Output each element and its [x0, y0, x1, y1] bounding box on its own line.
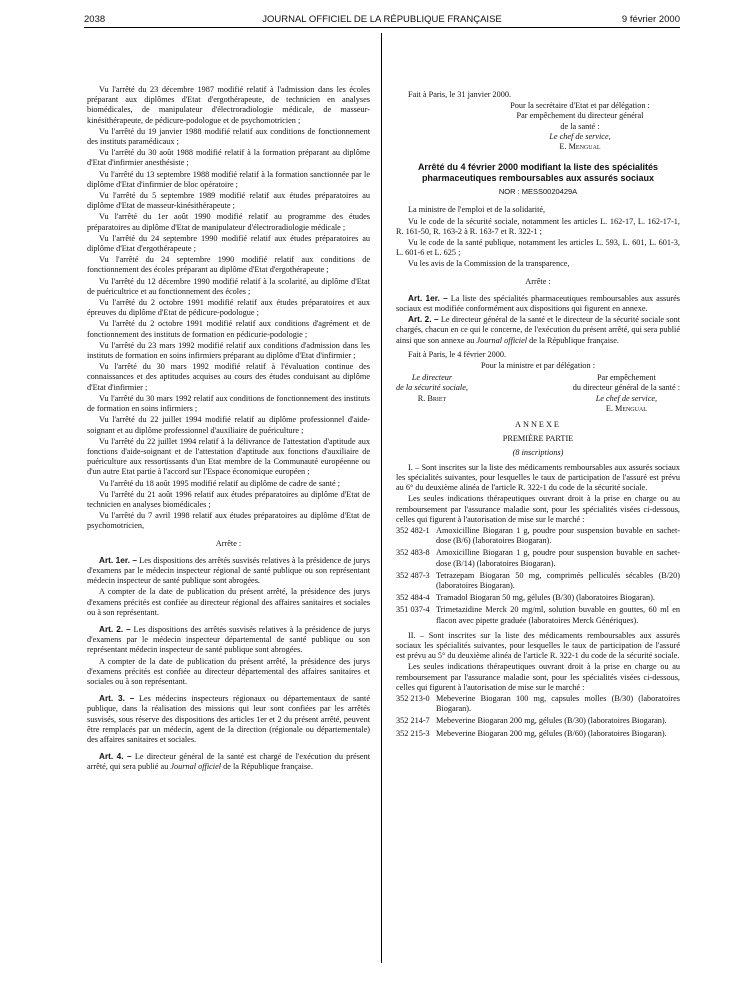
section-2-list	[396, 694, 680, 739]
specialty-description: Mebeverine Biogaran 100 mg, capsules molles (B/30) (laboratoires Biogaran).	[436, 693, 680, 714]
article-2-label: Art. 2. –	[99, 624, 131, 634]
signature-1-line-1: Pour la secrétaire d'Etat et par délégation :	[510, 101, 650, 111]
specialty-row	[396, 593, 680, 603]
article-3-text: Les médecins inspecteurs régionaux ou départementaux de santé publique, dans la réalisation des missions qui leur sont confiées par les arrêtés susvisés, sous réserve des dispositions des articles 1er et 2 du présent arrêté, peuvent être remplacés par un médecin, agent de la direction (régionale ou départementale) des affaires sanitaires et sociales.	[87, 694, 371, 744]
specialty-description: Tetrazepam Biogaran 50 mg, comprimés pelliculés sécables (B/20) (laboratoires Biogaran).	[436, 570, 680, 590]
signature-1-line-3: de la santé :	[560, 121, 600, 131]
minister: La ministre de l'emploi et de la solidarité,	[408, 205, 546, 215]
specialty-code: 352 483-8	[396, 548, 430, 558]
journal-title: JOURNAL OFFICIEL DE LA RÉPUBLIQUE FRANÇAISE	[262, 14, 502, 25]
specialty-code: 351 037-4	[396, 605, 430, 615]
visa-item: Vu l'arrêté du 19 janvier 1988 modifié relatif aux conditions de fonctionnement des instituts paramédicaux ;	[87, 126, 370, 147]
inscriptions-count: (8 inscriptions)	[512, 448, 564, 458]
signature-2-left	[396, 373, 468, 414]
arrete-title: Arrêté du 4 février 2000 modifiant la liste des spécialités pharmaceutiques remboursables aux assurés sociaux	[417, 162, 659, 183]
article-1	[87, 556, 370, 587]
right-article-2-label: Art. 2. –	[408, 315, 439, 325]
signature-2-right-line-3: Le chef de service,	[595, 393, 658, 403]
left-column	[87, 85, 370, 774]
right-article-2-text-a: Le directeur général de la santé et le directeur de la sécurité sociale sont chargés, chacun en ce qui le concerne, de l'exécution du présent arrêté, qui sera publié ainsi que son annexe au	[396, 315, 681, 345]
specialty-description: Amoxicilline Biogaran 1 g, poudre pour suspension buvable en sachet-dose (B/14) (laboratoires Biogaran).	[436, 548, 680, 568]
visa-item: Vu l'arrêté du 23 décembre 1987 modifié relatif à l'admission dans les écoles préparant aux diplômes d'Etat d'ergothérapeute, de technicien en analyses biomédicales, de manipulateur d'électroradiologie médicale, de masseur-kinésithérapeute, de pédicure-podologue et de psychomotricien ;	[87, 85, 370, 125]
signature-block-1	[480, 101, 680, 152]
journal-officiel-ref: Journal officiel	[170, 762, 222, 772]
article-3	[87, 694, 370, 745]
visa-item: Vu l'arrêté du 30 août 1988 modifié relatif à la formation préparant au diplôme d'Etat d'infirmier anesthésiste ;	[87, 148, 370, 168]
specialty-code: 352 214-7	[396, 716, 430, 726]
signature-2-right-line-2: du directeur général de la santé :	[572, 383, 680, 393]
signed-date-1: Fait à Paris, le 31 janvier 2000.	[408, 90, 512, 99]
visa-3: Vu les avis de la Commission de la transparence,	[408, 259, 570, 269]
visa-item: Vu l'arrêté du 7 avril 1998 relatif aux études préparatoires au diplôme d'Etat de psychomotricien,	[87, 511, 370, 531]
signature-1-name: E. Mengual	[559, 142, 601, 152]
visa-item: Vu l'arrêté du 24 septembre 1990 modifié relatif aux études préparatoires au diplôme d'Etat d'ergothérapeute ;	[87, 233, 370, 254]
specialty-code: 352 215-3	[396, 728, 430, 738]
section-1-list	[396, 526, 680, 626]
visa-item: Vu l'arrêté du 2 octobre 1991 modifié relatif aux conditions d'agrément et de fonctionnement des instituts de formation en pédicurie-podologie ;	[87, 319, 370, 339]
specialty-description: Mebeverine Biogaran 200 mg, gélules (B/60) (laboratoires Biogaran).	[436, 728, 667, 738]
visa-item: Vu l'arrêté du 21 août 1996 relatif aux études préparatoires au diplôme d'Etat de technicien en analyses biomédicales ;	[87, 489, 370, 509]
section-1-intro: I. – Sont inscrites sur la liste des médicaments remboursables aux assurés sociaux les spécialités suivantes, pour lesquelles le taux de participation de l'assuré est prévu au 6° du deuxième alinéa de l'article R. 322-1 du code de la sécurité sociale.	[396, 462, 680, 493]
section-2-intro: II. – Sont inscrites sur la liste des médicaments remboursables aux assurés sociaux les spécialités suivantes, pour lesquelles le taux de participation de l'assuré est prévu au 5° du deuxième alinéa de l'article R. 322-1 du code de la sécurité sociale.	[396, 630, 680, 661]
annexe-heading: ANNEXE	[515, 420, 561, 430]
nor-reference: NOR : MESS0020429A	[498, 187, 578, 197]
specialty-row	[396, 694, 680, 714]
issue-date: 9 février 2000	[621, 14, 680, 25]
specialty-code: 352 213-0	[396, 693, 430, 703]
journal-officiel-ref-2: Journal officiel	[476, 335, 528, 345]
specialty-row	[396, 571, 680, 591]
specialty-description: Amoxicilline Biogaran 1 g, poudre pour suspension buvable en sachet-dose (B/6) (laboratoires Biogaran).	[436, 525, 680, 546]
signature-2-left-name: R. Briet	[417, 393, 447, 403]
visa-item: Vu l'arrêté du 23 mars 1992 modifié relatif aux conditions d'admission dans les instituts de formation en soins infirmiers préparant au diplôme d'Etat d'infirmier ;	[87, 340, 370, 361]
article-1-label: Art. 1er. –	[99, 555, 137, 565]
specialty-description: Mebeverine Biogaran 200 mg, gélules (B/30) (laboratoires Biogaran).	[436, 716, 667, 726]
article-2-text: Les dispositions des arrêtés susvisés relatives à la présidence de jurys d'examens par le médecin inspecteur départemental de santé publique ou son représentant médecin inspecteur de santé publique sont abrogées.	[87, 624, 371, 655]
visa-item: Vu l'arrêté du 12 décembre 1990 modifié relatif à la scolarité, au diplôme d'Etat de puéricultrice et au fonctionnement des écoles ;	[87, 276, 370, 296]
right-column	[396, 90, 680, 741]
visa-item: Vu l'arrêté du 18 août 1995 modifié relatif au diplôme de cadre de santé ;	[99, 478, 341, 488]
visa-item: Vu l'arrêté du 1er août 1990 modifié relatif au programme des études préparatoires au diplôme d'Etat de manipulateur d'électroradiologie médicale ;	[87, 212, 370, 232]
specialty-description: Trimetazidine Merck 20 mg/ml, solution buvable en gouttes, 60 ml en flacon avec pipette graduée (laboratoires Merck Génériques).	[436, 605, 680, 625]
signature-1-line-4: Le chef de service,	[549, 131, 611, 141]
visa-list	[87, 85, 370, 532]
signature-2-head: Pour la ministre et par délégation :	[480, 361, 596, 371]
article-1-paragraph-2: A compter de la date de publication du présent arrêté, la présidence des jurys d'examens précités est confiée au directeur régional des affaires sanitaires et sociales ou à son représentant.	[87, 587, 370, 617]
page-number: 2038	[84, 14, 106, 25]
section-2-indications: Les seules indications thérapeutiques ouvrant droit à la prise en charge ou au remboursement par l'assurance maladie sont, pour les spécialités visées ci-dessous, celles qui figurent à l'autorisation de mise sur le marché :	[396, 662, 680, 692]
arrete-label-2: Arrête :	[525, 276, 551, 286]
visa-item: Vu l'arrêté du 5 septembre 1989 modifié relatif aux études préparatoires au diplôme d'Etat de masseur-kinésithérapeute ;	[87, 191, 370, 211]
specialty-row	[396, 526, 680, 546]
article-2-paragraph-2: A compter de la date de publication du présent arrêté, la présidence des jurys d'examens précités est confiée au directeur départemental des affaires sanitaires et sociales ou à son représentant.	[87, 656, 370, 686]
right-article-2	[396, 315, 680, 346]
article-4-text-a: Le directeur général de la santé est chargé de l'exécution du présent arrêté, qui sera publié au	[87, 752, 370, 772]
header-rule	[84, 27, 680, 28]
article-2	[87, 625, 370, 656]
visa-item: Vu l'arrêté du 13 septembre 1988 modifié relatif à la formation sanctionnée par le diplôme d'Etat d'infirmier de bloc opératoire ;	[87, 169, 370, 189]
visa-item: Vu l'arrêté du 30 mars 1992 modifié relatif à l'évaluation continue des connaissances et des aptitudes acquises au cours des études conduisant au diplôme d'Etat d'infirmier ;	[87, 362, 370, 392]
arrete-label: Arrête :	[215, 538, 242, 548]
visa-item: Vu l'arrêté du 24 septembre 1990 modifié relatif aux conditions de fonctionnement des écoles préparant au diplôme d'Etat d'ergothérapeute ;	[87, 255, 370, 275]
signature-2-right-line-1: Par empêchement	[596, 373, 656, 383]
column-divider	[381, 33, 382, 963]
specialty-row	[396, 716, 680, 726]
visa-item: Vu l'arrêté du 22 juillet 1994 modifié relatif au diplôme professionnel d'aide-soignant et au diplôme professionnel d'auxiliaire de puériculture ;	[87, 415, 370, 435]
section-1-indications: Les seules indications thérapeutiques ouvrant droit à la prise en charge ou au remboursement par l'assurance maladie sont, pour les spécialités visées ci-dessous, celles qui figurent à l'autorisation de mise sur le marché :	[396, 494, 680, 524]
signature-2-left-line-1: Le directeur	[411, 373, 453, 383]
visa-2: Vu le code de la santé publique, notamment les articles L. 593, L. 601, L. 601-3, L. 601-6 et L. 625 ;	[396, 238, 680, 258]
signature-1-line-2: Par empêchement du directeur général	[516, 111, 644, 121]
specialty-code: 352 487-3	[396, 570, 430, 580]
specialty-code: 352 482-1	[396, 525, 430, 535]
signature-2-right-name: E. Mengual	[605, 403, 647, 413]
right-article-1-text: La liste des spécialités pharmaceutiques remboursables aux assurés sociaux est modifiée conformément aux dispositions qui figurent en annexe.	[396, 293, 680, 314]
signature-block-2	[396, 373, 680, 414]
right-article-1-label: Art. 1er. –	[408, 293, 448, 303]
specialty-code: 352 484-4	[396, 593, 430, 603]
article-4-text-b: de la République française.	[221, 762, 313, 772]
signature-2-right	[573, 373, 680, 414]
specialty-row	[396, 548, 680, 568]
signed-date-2: Fait à Paris, le 4 février 2000.	[408, 349, 507, 359]
specialty-row	[396, 605, 680, 625]
article-3-label: Art. 3. –	[99, 694, 135, 704]
article-1-text: Les dispositions des arrêtés susvisés relatives à la présidence de jurys d'examens par le médecin inspecteur régional de santé publique ou son représentant médecin inspecteur de santé publique sont abrogées.	[87, 555, 371, 586]
visa-item: Vu l'arrêté du 2 octobre 1991 modifié relatif aux études préparatoires et aux épreuves du diplôme d'Etat de pédicure-podologue ;	[87, 298, 370, 318]
specialty-description: Tramadol Biogaran 50 mg, gélules (B/30) (laboratoires Biogaran).	[436, 593, 655, 603]
partie-heading: PREMIÈRE PARTIE	[502, 434, 574, 444]
specialty-row	[396, 729, 680, 739]
visa-1: Vu le code de la sécurité sociale, notamment les articles L. 162-17, L. 162-17-1, R. 161-50, R. 163-2 à R. 163-7 et R. 322-1 ;	[396, 216, 680, 236]
right-article-2-text-b: de la République française.	[527, 335, 619, 345]
right-article-1	[396, 294, 680, 314]
article-4	[87, 752, 370, 772]
article-4-label: Art. 4. –	[99, 752, 132, 762]
visa-item: Vu l'arrêté du 30 mars 1992 relatif aux conditions de fonctionnement des instituts de formation en soins infirmiers ;	[87, 393, 370, 414]
signature-2-left-line-2: de la sécurité sociale,	[396, 383, 468, 393]
visa-item: Vu l'arrêté du 22 juillet 1994 relatif à la délivrance de l'attestation d'aptitude aux fonctions d'aide-soignant et de l'attestation d'aptitude aux fonctions d'auxiliaire de puériculture aux ressortissants d'un Etat membre de la Communauté européenne ou d'un autre Etat partie à l'accord sur l'Espace économique européen ;	[87, 436, 370, 477]
